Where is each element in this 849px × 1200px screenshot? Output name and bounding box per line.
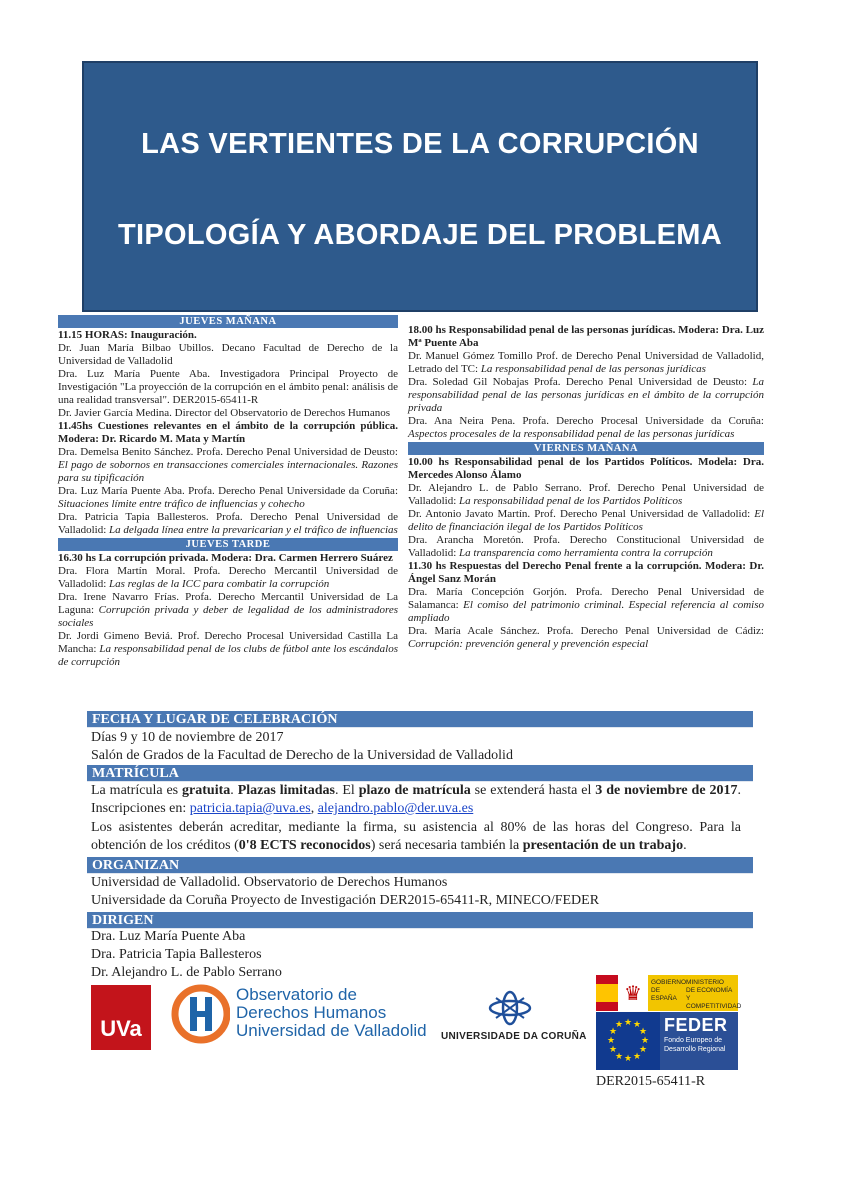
gobierno-logo (596, 975, 742, 1011)
session-partidos-politicos: 10.00 hs Responsabilidad penal de los Partidos Políticos. Modela: Dra. Mercedes Alonso Álamo (408, 456, 764, 481)
speaker: Dra. Soledad Gil Nobajas Profa. Derecho Penal Universidad de Deusto: La responsabilidad penal de las personas jurídicas en el ámbito de la corrupción privada (408, 376, 764, 414)
ministerio-label: GOBIERNO DE ESPAÑA MINISTERIO DE ECONOMÍA Y COMPETITIVIDAD (648, 975, 738, 1011)
speaker: Dra. Patricia Tapia Ballesteros. Profa. Derecho Penal Universidad de Valladolid: La delgada línea entre la prevaricarian y el tráfico de influencias (58, 511, 398, 536)
coat-of-arms-icon: ♛ (624, 982, 642, 1005)
program-left-column (58, 314, 398, 669)
speaker: Dr. Juan María Bilbao Ubillos. Decano Facultad de Derecho de la Universidad de Valladolid (58, 342, 398, 367)
main-title: LAS VERTIENTES DE LA CORRUPCIÓN (141, 127, 699, 160)
speaker: Dra. Arancha Moretón. Profa. Derecho Constitucional Universidad de Valladolid: La transparencia como herramienta contra la corrupción (408, 534, 764, 559)
subtitle: TIPOLOGÍA Y ABORDAJE DEL PROBLEMA (118, 218, 722, 251)
speaker: Dra. Ana Neira Pena. Profa. Derecho Procesal Universidade da Coruña: Aspectos procesales de la responsabilidad penal de las personas jurídicas (408, 415, 764, 440)
eu-flag-icon (596, 1012, 660, 1070)
matricula-info (91, 782, 741, 855)
fecha-info (91, 729, 741, 765)
speaker: Dr. Manuel Gómez Tomillo Prof. de Derecho Penal Universidad de Valladolid, Letrado del TC: La responsabilidad penal de las personas jurídicas (408, 350, 764, 375)
svg-text:★: ★ (632, 1020, 642, 1030)
speaker: Dr. Alejandro L. de Pablo Serrano. Prof. Derecho Penal Universidad de Valladolid: La responsabilidad penal de los Partidos Políticos (408, 482, 764, 507)
speaker: Dra. María Acale Sánchez. Profa. Derecho Penal Universidad de Cádiz: Corrupción: prevención general y prevención especial (408, 625, 764, 650)
svg-text:★: ★ (606, 1036, 616, 1046)
dirigen-info: Dra. Luz María Puente Aba Dra. Patricia Tapia Ballesteros Dr. Alejandro L. de Pablo Serrano (91, 929, 282, 980)
project-code: DER2015-65411-R (596, 1074, 706, 1089)
feder-logo (596, 1012, 738, 1070)
fecha-dias: Días 9 y 10 de noviembre de 2017 (91, 730, 284, 745)
speaker: Dra. Irene Navarro Frías. Profa. Derecho Mercantil Universidad de La Laguna: Corrupción privada y deber de legalidad de los administradores sociales (58, 591, 398, 629)
session-corrupcion-privada: 16.30 hs La corrupción privada. Modera: Dra. Carmen Herrero Suárez (58, 552, 393, 564)
fecha-lugar: Salón de Grados de la Facultad de Derecho de la Universidad de Valladolid (91, 748, 513, 763)
speaker: Dr. Antonio Javato Martín. Prof. Derecho Penal Universidad de Valladolid: El delito de financiación ilegal de los Partidos Políticos (408, 508, 764, 533)
speaker: Dr. Javier García Medina. Director del Observatorio de Derechos Humanos (58, 407, 391, 419)
program-right-column (408, 324, 764, 651)
email-link-pablo[interactable]: alejandro.pablo@der.uva.es (317, 801, 474, 816)
section-jueves-tarde: JUEVES TARDE (58, 538, 398, 551)
speaker: Dra. Flora Martín Moral. Profa. Derecho Mercantil Universidad de Valladolid: Las reglas de la ICC para combatir la corrupción (58, 565, 398, 590)
title-banner (82, 61, 758, 312)
speaker: Dra. María Concepción Gorjón. Profa. Derecho Penal Universidad de Salamanca: El comiso del patrimonio criminal. Especial referencia al comiso ampliado (408, 586, 765, 624)
observatorio-logo-icon (170, 983, 230, 1045)
svg-text:★: ★ (608, 1027, 618, 1037)
session-inauguracion: 11.15 HORAS: Inauguración. (58, 329, 197, 341)
asistencia-paragraph: Los asistentes deberán acreditar, mediante la firma, su asistencia al 80% de las horas del Congreso. Para la obtención de los créditos (0'8 ECTS reconocidos) será necesaria también la presentación de un trabajo. (91, 820, 741, 853)
svg-text:★: ★ (608, 1045, 618, 1055)
session-respuestas-derecho-penal: 11.30 hs Respuestas del Derecho Penal frente a la corrupción. Modera: Dr. Ángel Sanz Morán (408, 560, 764, 585)
svg-text:★: ★ (614, 1020, 624, 1030)
svg-text:★: ★ (623, 1054, 633, 1064)
udc-logo-icon (488, 990, 532, 1026)
speaker: Dra. Demelsa Benito Sánchez. Profa. Derecho Penal Universidad de Deusto: El pago de sobornos en transacciones comerciales internacionales. Razones para su tipificación (58, 446, 398, 484)
svg-text:★: ★ (614, 1052, 624, 1062)
udc-logo-text: UNIVERSIDADE DA CORUÑA (441, 1031, 587, 1042)
svg-text:★: ★ (623, 1018, 633, 1028)
spain-flag-icon (596, 975, 618, 1011)
session-personas-juridicas: 18.00 hs Responsabilidad penal de las personas jurídicas. Modera: Dra. Luz Mª Puente Aba (408, 324, 765, 349)
session-corrupcion-publica: 11.45hs Cuestiones relevantes en el ámbito de la corrupción pública. Modera: Dr. Ricardo M. Mata y Martín (58, 420, 398, 445)
organizan-header: ORGANIZAN (87, 857, 753, 874)
section-jueves-manana: JUEVES MAÑANA (58, 315, 398, 328)
uva-logo: UVa (91, 985, 151, 1050)
feder-text: FEDER Fondo Europeo de Desarrollo Regional (660, 1012, 738, 1070)
speaker: Dra. Luz María Puente Aba. Profa. Derecho Penal Universidade da Coruña: Situaciones límite entre tráfico de influencias y cohecho (58, 485, 398, 510)
speaker: Dra. Luz María Puente Aba. Investigadora Principal Proyecto de Investigación "La proyección de la corrupción en el ámbito penal: análisis de una realidad transversal". DER2015-65411-R (58, 368, 398, 406)
organizan-info: Universidad de Valladolid. Observatorio de Derechos Humanos Universidade da Coruña Proyecto de Investigación DER2015-65411-R, MINECO/FEDER (91, 875, 600, 908)
matricula-header: MATRÍCULA (87, 765, 753, 782)
matricula-paragraph: La matrícula es gratuita. Plazas limitadas. El plazo de matrícula se extenderá hasta el 3 de noviembre de 2017. Inscripciones en: patricia.tapia@uva.es, alejandro.pablo@der.uva.es (91, 783, 741, 816)
svg-text:★: ★ (638, 1045, 648, 1055)
fecha-header: FECHA Y LUGAR DE CELEBRACIÓN (87, 711, 753, 728)
svg-text:★: ★ (640, 1036, 650, 1046)
speaker: Dr. Jordi Gimeno Beviá. Prof. Derecho Procesal Universidad Castilla La Mancha: La responsabilidad penal de los clubs de fútbol ante los escándalos de corrupción (58, 630, 398, 668)
section-viernes-manana: VIERNES MAÑANA (408, 442, 764, 455)
email-link-tapia[interactable]: patricia.tapia@uva.es (189, 801, 311, 816)
svg-text:★: ★ (638, 1027, 648, 1037)
svg-text:★: ★ (632, 1052, 642, 1062)
observatorio-logo-text: Observatorio de Derechos Humanos Universidad de Valladolid (236, 985, 427, 1040)
dirigen-header: DIRIGEN (87, 912, 753, 929)
